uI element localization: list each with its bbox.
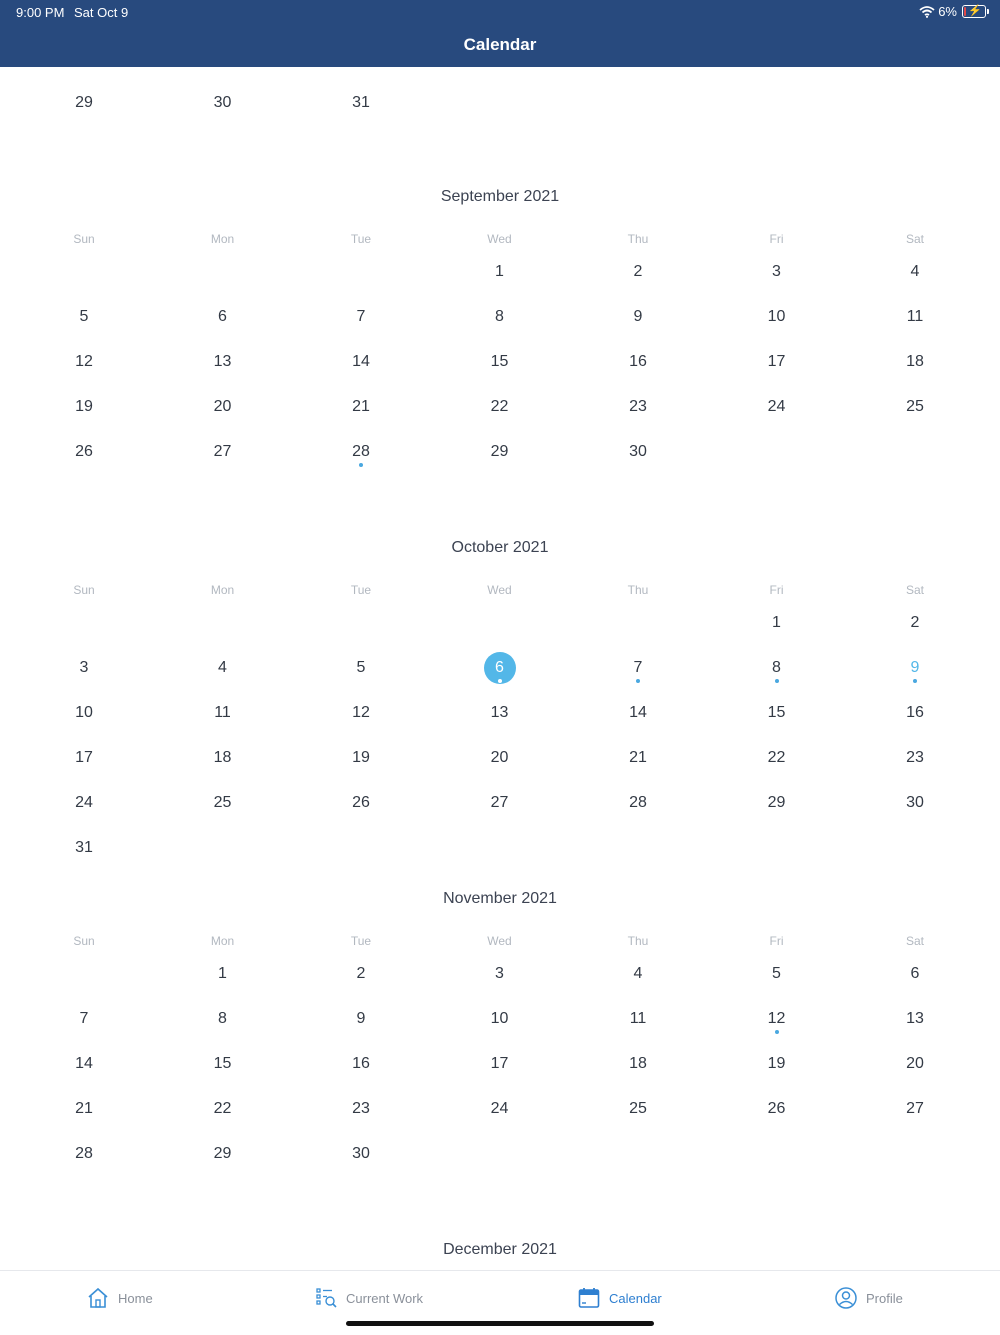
calendar-day[interactable]: [292, 432, 430, 472]
day-number: 9: [633, 308, 643, 325]
day-number: 12: [352, 704, 370, 721]
day-number: 4: [910, 263, 920, 280]
calendar-day[interactable]: [292, 387, 430, 427]
day-number: 9: [356, 1010, 366, 1027]
profile-icon: [834, 1286, 858, 1310]
calendar-day[interactable]: [431, 432, 569, 472]
day-number: 17: [490, 1055, 509, 1072]
weekday-label: Fri: [769, 934, 784, 948]
calendar-day[interactable]: [708, 693, 846, 733]
tab-home-label: Home: [118, 1290, 153, 1306]
calendar-day[interactable]: [846, 252, 984, 292]
day-number: 7: [633, 659, 643, 676]
day-number: 20: [906, 1055, 924, 1072]
calendar-day[interactable]: [569, 252, 707, 292]
battery-icon: ⚡: [962, 5, 986, 18]
day-number: 22: [213, 1100, 232, 1117]
calendar-day[interactable]: [431, 252, 569, 292]
weekday-label: Wed: [487, 232, 512, 246]
day-number: 29: [75, 94, 93, 111]
tab-profile[interactable]: [834, 1285, 903, 1311]
tab-profile-label: Profile: [866, 1290, 903, 1306]
day-number: 21: [629, 749, 647, 766]
calendar-day[interactable]: [431, 1044, 569, 1084]
calendar-day[interactable]: [846, 693, 984, 733]
calendar-day[interactable]: [15, 342, 153, 382]
day-number: 8: [218, 1010, 227, 1027]
calendar-day[interactable]: [431, 1089, 569, 1129]
calendar-day[interactable]: [431, 342, 569, 382]
day-number: 16: [629, 353, 647, 370]
weekday-label: Sun: [73, 583, 95, 597]
calendar-day[interactable]: [154, 783, 292, 823]
day-number: 28: [629, 794, 647, 811]
day-number: 3: [79, 659, 89, 676]
calendar-day[interactable]: [15, 693, 153, 733]
day-number: 27: [906, 1100, 924, 1117]
day-number: 11: [906, 308, 924, 325]
event-dot: [775, 1030, 779, 1034]
calendar-day[interactable]: [846, 738, 984, 778]
calendar-day[interactable]: [15, 387, 153, 427]
calendar-day[interactable]: [708, 252, 846, 292]
calendar-day[interactable]: [292, 1089, 430, 1129]
calendar-day[interactable]: [15, 648, 153, 688]
calendar-day[interactable]: [292, 954, 430, 994]
weekday-label: Tue: [350, 583, 372, 597]
calendar-day[interactable]: [154, 297, 292, 337]
calendar-day[interactable]: [15, 1089, 153, 1129]
calendar-day[interactable]: [846, 999, 984, 1039]
weekday-label: Thu: [627, 583, 649, 597]
calendar-day[interactable]: [15, 828, 153, 868]
home-indicator: [346, 1321, 654, 1326]
day-number: 17: [767, 353, 786, 370]
calendar-day[interactable]: [154, 83, 292, 123]
calendar-day[interactable]: [846, 342, 984, 382]
calendar-day[interactable]: [846, 603, 984, 643]
calendar-day[interactable]: [15, 297, 153, 337]
calendar-day[interactable]: [154, 1044, 292, 1084]
calendar-day[interactable]: [708, 1044, 846, 1084]
status-date: Sat Oct 9: [74, 5, 129, 20]
tab-current-work-label: Current Work: [346, 1290, 424, 1306]
weekday-label: Sun: [73, 934, 95, 948]
weekday-label: Sat: [905, 583, 924, 597]
calendar-day[interactable]: [569, 954, 707, 994]
day-number: 7: [79, 1010, 89, 1027]
day-number: 6: [910, 965, 920, 982]
day-number: 22: [767, 749, 786, 766]
day-number: 1: [218, 965, 227, 982]
month-title: December 2021: [443, 1241, 557, 1258]
day-number: 26: [75, 443, 93, 460]
wifi-icon: [919, 6, 935, 18]
day-number: 4: [633, 965, 643, 982]
calendar-day[interactable]: [154, 1089, 292, 1129]
day-number: 19: [352, 749, 370, 766]
day-number: 14: [75, 1055, 93, 1072]
calendar-day[interactable]: [569, 342, 707, 382]
day-number: 5: [356, 659, 366, 676]
event-dot: [913, 679, 917, 683]
calendar-day[interactable]: [708, 999, 846, 1039]
battery-percent: 6%: [938, 4, 957, 19]
calendar-list[interactable]: [0, 67, 1000, 1270]
day-number: 28: [75, 1145, 93, 1162]
day-number: 29: [490, 443, 509, 460]
calendar-day[interactable]: [846, 648, 984, 688]
day-number: 26: [352, 794, 370, 811]
tab-calendar-label: Calendar: [609, 1290, 662, 1306]
calendar-day[interactable]: [846, 954, 984, 994]
day-number: 15: [490, 353, 509, 370]
event-dot: [498, 679, 502, 683]
calendar-day[interactable]: [569, 432, 707, 472]
weekday-label: Thu: [627, 934, 649, 948]
weekday-label: Wed: [487, 934, 512, 948]
event-dot: [359, 463, 363, 467]
status-indicators: [919, 4, 986, 19]
calendar-day[interactable]: [569, 297, 707, 337]
month-title: October 2021: [451, 539, 549, 556]
weekday-label: Tue: [350, 232, 372, 246]
day-number: 20: [213, 398, 232, 415]
calendar-day[interactable]: [431, 297, 569, 337]
weekday-label: Sat: [905, 232, 924, 246]
day-number: 19: [75, 398, 93, 415]
calendar-day[interactable]: [431, 693, 569, 733]
day-number: 24: [75, 794, 93, 811]
calendar-day[interactable]: [431, 954, 569, 994]
home-icon: [86, 1286, 110, 1310]
day-number: 10: [767, 308, 786, 325]
day-number: 10: [490, 1010, 509, 1027]
day-number: 31: [75, 839, 93, 856]
day-number: 11: [214, 704, 231, 721]
calendar-day[interactable]: [154, 342, 292, 382]
day-number: 22: [490, 398, 509, 415]
day-number: 18: [629, 1055, 647, 1072]
calendar-day[interactable]: [15, 783, 153, 823]
calendar-day[interactable]: [15, 999, 153, 1039]
status-time: 9:00 PM: [16, 5, 65, 20]
day-number: 8: [495, 308, 504, 325]
day-number: 17: [75, 749, 93, 766]
calendar-day[interactable]: [15, 1044, 153, 1084]
current-work-icon: [314, 1286, 338, 1310]
day-number: 11: [629, 1010, 647, 1027]
calendar-day[interactable]: [569, 387, 707, 427]
day-number: 27: [213, 443, 232, 460]
day-number: 30: [629, 443, 647, 460]
weekday-label: Sun: [73, 232, 95, 246]
month-title: November 2021: [443, 890, 557, 907]
calendar-day[interactable]: [708, 648, 846, 688]
calendar-day[interactable]: [15, 432, 153, 472]
day-number: 2: [910, 614, 920, 631]
day-number: 23: [906, 749, 924, 766]
day-number: 6: [495, 659, 504, 676]
top-bar: [0, 0, 1000, 67]
calendar-day[interactable]: [431, 738, 569, 778]
calendar-day[interactable]: [846, 1044, 984, 1084]
tab-current-work[interactable]: [314, 1285, 423, 1311]
calendar-day[interactable]: [569, 648, 707, 688]
weekday-label: Thu: [627, 232, 649, 246]
calendar-day[interactable]: [292, 999, 430, 1039]
day-number: 16: [906, 704, 924, 721]
weekday-label: Mon: [210, 232, 235, 246]
weekday-label: Fri: [769, 583, 784, 597]
day-number: 21: [352, 398, 370, 415]
day-number: 16: [352, 1055, 370, 1072]
day-number: 13: [906, 1010, 924, 1027]
day-number: 23: [629, 398, 647, 415]
day-number: 25: [629, 1100, 647, 1117]
calendar-day[interactable]: [846, 783, 984, 823]
day-number: 5: [79, 308, 89, 325]
day-number: 13: [213, 353, 232, 370]
day-number: 28: [352, 443, 370, 460]
calendar-day[interactable]: [15, 83, 153, 123]
calendar-day[interactable]: [154, 954, 292, 994]
calendar-day[interactable]: [846, 1089, 984, 1129]
calendar-day[interactable]: [431, 648, 569, 688]
calendar-day[interactable]: [569, 693, 707, 733]
day-number: 12: [767, 1010, 786, 1027]
calendar-day[interactable]: [292, 693, 430, 733]
day-number: 14: [352, 353, 370, 370]
weekday-label: Sat: [905, 934, 924, 948]
tab-calendar[interactable]: [577, 1285, 662, 1311]
calendar-day[interactable]: [708, 297, 846, 337]
day-number: 30: [906, 794, 924, 811]
day-number: 7: [356, 308, 366, 325]
day-number: 1: [495, 263, 504, 280]
day-number: 29: [213, 1145, 232, 1162]
calendar-day[interactable]: [708, 603, 846, 643]
calendar-day[interactable]: [154, 387, 292, 427]
calendar-day[interactable]: [154, 738, 292, 778]
calendar-day[interactable]: [708, 342, 846, 382]
day-number: 3: [495, 965, 504, 982]
day-number: 12: [75, 353, 93, 370]
calendar-icon: [577, 1286, 601, 1310]
month-title: September 2021: [440, 188, 560, 205]
event-dot: [636, 679, 640, 683]
calendar-day[interactable]: [708, 954, 846, 994]
page-title: Calendar: [463, 35, 537, 54]
day-number: 18: [906, 353, 924, 370]
calendar-day[interactable]: [569, 1089, 707, 1129]
weekday-label: Wed: [487, 583, 512, 597]
day-number: 3: [772, 263, 781, 280]
day-number: 30: [213, 94, 232, 111]
calendar-day[interactable]: [292, 648, 430, 688]
calendar-day[interactable]: [569, 999, 707, 1039]
calendar-day[interactable]: [292, 1044, 430, 1084]
day-number: 25: [906, 398, 924, 415]
calendar-day[interactable]: [846, 297, 984, 337]
day-number: 13: [490, 704, 509, 721]
day-number: 24: [490, 1100, 509, 1117]
day-number: 15: [767, 704, 786, 721]
day-number: 20: [490, 749, 509, 766]
day-number: 14: [629, 704, 647, 721]
calendar-day[interactable]: [292, 783, 430, 823]
calendar-day[interactable]: [431, 999, 569, 1039]
calendar-day[interactable]: [431, 783, 569, 823]
weekday-label: Fri: [769, 232, 784, 246]
calendar-day[interactable]: [708, 387, 846, 427]
day-number: 2: [356, 965, 366, 982]
calendar-day[interactable]: [431, 387, 569, 427]
day-number: 4: [218, 659, 227, 676]
calendar-day[interactable]: [292, 1134, 430, 1174]
calendar-day[interactable]: [292, 83, 430, 123]
day-number: 8: [772, 659, 781, 676]
day-number: 19: [767, 1055, 786, 1072]
calendar-day[interactable]: [569, 1044, 707, 1084]
calendar-day[interactable]: [708, 1089, 846, 1129]
calendar-day[interactable]: [154, 432, 292, 472]
day-number: 21: [75, 1100, 93, 1117]
calendar-day[interactable]: [569, 783, 707, 823]
day-number: 10: [75, 704, 93, 721]
day-number: 2: [633, 263, 643, 280]
calendar-day[interactable]: [154, 999, 292, 1039]
calendar-day[interactable]: [154, 693, 292, 733]
calendar-day[interactable]: [154, 1134, 292, 1174]
day-number: 6: [218, 308, 227, 325]
calendar-day[interactable]: [292, 342, 430, 382]
calendar-day[interactable]: [292, 738, 430, 778]
weekday-label: Mon: [210, 934, 235, 948]
calendar-day[interactable]: [15, 738, 153, 778]
day-number: 30: [352, 1145, 370, 1162]
weekday-label: Tue: [350, 934, 372, 948]
day-number: 5: [772, 965, 781, 982]
calendar-day[interactable]: [708, 783, 846, 823]
day-number: 9: [910, 659, 920, 676]
event-dot: [775, 679, 779, 683]
day-number: 23: [352, 1100, 370, 1117]
day-number: 15: [213, 1055, 232, 1072]
weekday-label: Mon: [210, 583, 235, 597]
day-number: 29: [767, 794, 786, 811]
day-number: 24: [767, 398, 786, 415]
day-number: 18: [213, 749, 232, 766]
calendar-day[interactable]: [292, 297, 430, 337]
calendar-day[interactable]: [708, 738, 846, 778]
day-number: 31: [352, 94, 370, 111]
day-number: 25: [213, 794, 232, 811]
day-number: 27: [490, 794, 509, 811]
calendar-day[interactable]: [846, 387, 984, 427]
calendar-day[interactable]: [154, 648, 292, 688]
day-number: 1: [772, 614, 781, 631]
day-number: 26: [767, 1100, 786, 1117]
tab-home[interactable]: [86, 1285, 153, 1311]
calendar-day[interactable]: [569, 738, 707, 778]
calendar-day[interactable]: [15, 1134, 153, 1174]
